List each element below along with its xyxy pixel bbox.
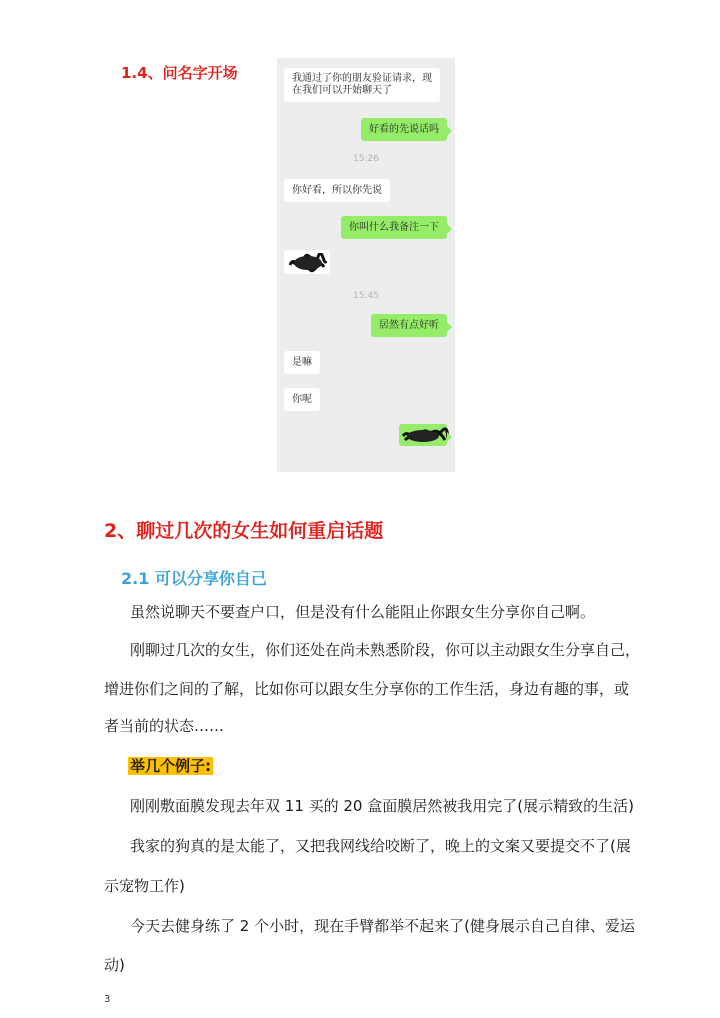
redaction-scribble-icon: [401, 426, 449, 446]
paragraph-line: 虽然说聊天不要查户口，但是没有什么能阻止你跟女生分享你自己啊。: [130, 603, 596, 621]
example-line: 刚刚敷面膜发现去年双 11 买的 20 盒面膜居然被我用完了(展示精致的生活): [130, 797, 634, 815]
chat-bubble-redacted: [284, 250, 330, 274]
section-heading-2: 2、聊过几次的女生如何重启话题: [104, 520, 384, 542]
chat-bubble-right: 好看的先说话吗: [361, 118, 447, 141]
paragraph-line: 者当前的状态……: [104, 717, 225, 735]
chat-timestamp: 15:26: [353, 154, 379, 164]
chat-timestamp: 15:45: [353, 291, 379, 301]
chat-text-line: 在我们可以开始聊天了: [292, 85, 392, 96]
section-heading-1-4: 1.4、问名字开场: [121, 64, 238, 82]
example-line: 示宠物工作): [104, 877, 185, 895]
example-line: 今天去健身练了 2 个小时，现在手臂都举不起来了(健身展示自己自律、爱运: [130, 917, 635, 935]
chat-bubble-left: [284, 68, 440, 102]
chat-bubble-right: 你叫什么我备注一下: [341, 216, 447, 239]
chat-bubble-right: 居然有点好听: [371, 314, 447, 337]
example-line: 动): [104, 956, 125, 974]
section-heading-2-1: 2.1 可以分享你自己: [121, 569, 267, 588]
chat-text-line: 我通过了你的朋友验证请求，现: [292, 73, 432, 84]
chat-bubble-left: 你好看，所以你先说: [284, 179, 390, 202]
redaction-scribble-icon: [288, 253, 328, 273]
chat-bubble-redacted: [399, 424, 447, 446]
paragraph-line: 刚聊过几次的女生，你们还处在尚未熟悉阶段，你可以主动跟女生分享自己，: [130, 641, 641, 659]
examples-label: [128, 756, 213, 776]
example-line: 我家的狗真的是太能了，又把我网线给咬断了，晚上的文案又要提交不了(展: [130, 837, 631, 855]
examples-highlight: 举几个例子:: [130, 757, 211, 775]
page-number: 3: [104, 994, 111, 1005]
chat-bubble-left: 你呢: [284, 388, 320, 411]
paragraph-line: 增进你们之间的了解，比如你可以跟女生分享你的工作生活，身边有趣的事，或: [104, 680, 630, 698]
chat-bubble-left: 是嘛: [284, 351, 320, 374]
chat-screenshot: [277, 58, 455, 472]
